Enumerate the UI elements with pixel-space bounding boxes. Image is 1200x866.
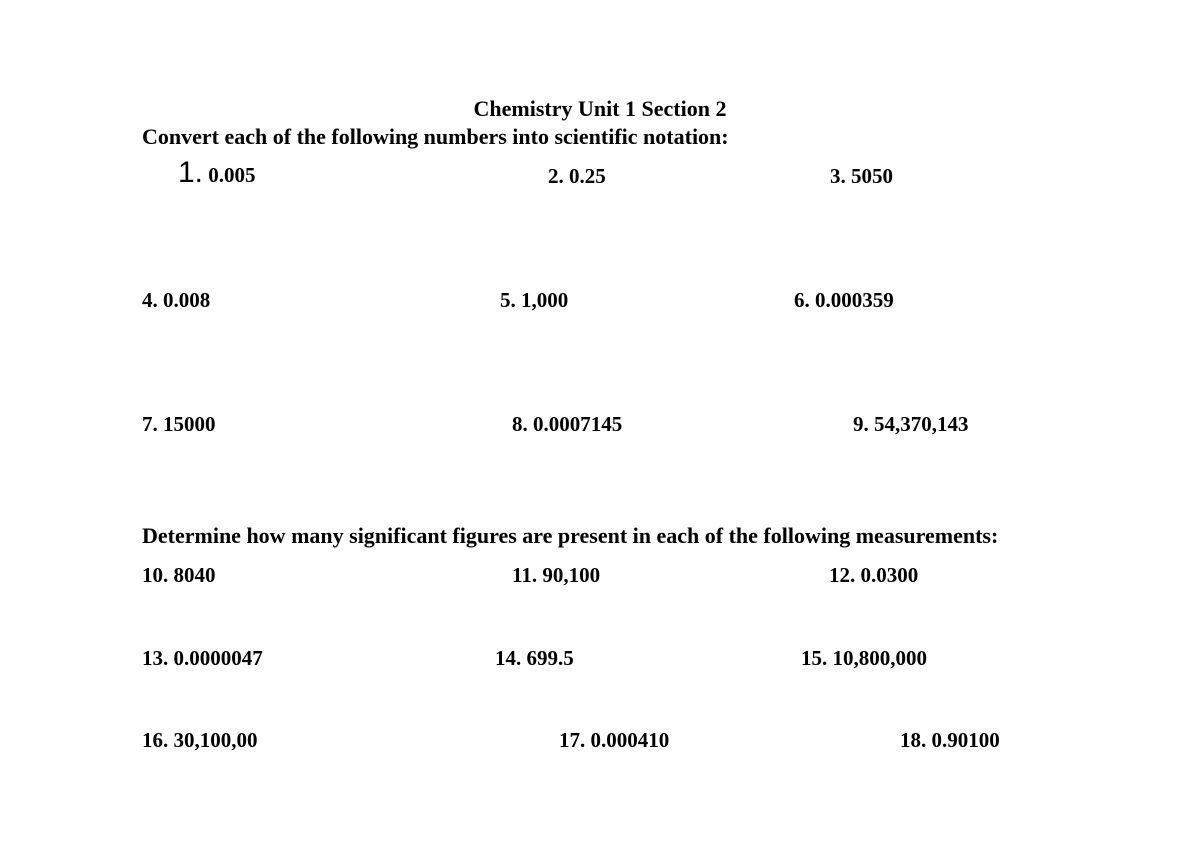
problem-7: [142, 411, 216, 437]
problem-value: 0.25: [569, 164, 606, 188]
problem-18: [900, 727, 1000, 753]
problem-11: [512, 562, 600, 588]
problem-value: 0.90100: [931, 728, 1000, 752]
problem-16: [142, 727, 258, 753]
problem-number: 4.: [142, 288, 158, 312]
section1-instruction: Convert each of the following numbers into scientific notation:: [142, 124, 729, 149]
problem-value: 0.0000047: [173, 646, 263, 670]
problem-value: 699.5: [526, 646, 574, 670]
problem-12: [829, 562, 918, 588]
problem-value: 0.000359: [815, 288, 894, 312]
problem-number: 10.: [142, 563, 169, 587]
problem-value: 0.005: [208, 163, 256, 187]
problem-number: 8.: [512, 412, 528, 436]
problem-number: 18.: [900, 728, 927, 752]
problem-number: 2.: [548, 164, 564, 188]
problem-number: 6.: [794, 288, 810, 312]
problem-number: 7.: [142, 412, 158, 436]
problem-value: 5050: [851, 164, 893, 188]
problem-value: 8040: [173, 563, 216, 587]
problem-number: 17.: [559, 728, 586, 752]
problem-3: [830, 163, 893, 189]
problem-10: [142, 562, 216, 588]
problem-value: 10,800,000: [832, 646, 927, 670]
problem-number: 15.: [801, 646, 828, 670]
problem-number: 16.: [142, 728, 169, 752]
problem-value: 0.008: [163, 288, 211, 312]
problem-value: 0.000410: [590, 728, 670, 752]
problem-number: 11.: [512, 563, 538, 587]
problem-number: 3.: [830, 164, 846, 188]
problem-5: [500, 287, 568, 313]
problem-number: 9.: [853, 412, 869, 436]
problem-8: [512, 411, 622, 437]
problem-4: [142, 287, 210, 313]
problem-15: [801, 645, 927, 671]
problem-value: 0.0300: [860, 563, 919, 587]
problem-13: [142, 645, 263, 671]
problem-number: 13.: [142, 646, 169, 670]
problem-number: 12.: [829, 563, 856, 587]
problem-value: 1,000: [521, 288, 569, 312]
problem-value: 90,100: [542, 563, 601, 587]
problem-2: [548, 163, 606, 189]
problem-17: [559, 727, 669, 753]
problem-14: [495, 645, 574, 671]
problem-value: 54,370,143: [874, 412, 969, 436]
problem-value: 30,100,00: [173, 728, 258, 752]
section2-instruction: Determine how many significant figures are present in each of the following measurements:: [142, 523, 999, 548]
problem-6: [794, 287, 894, 313]
problem-number: 1.: [178, 156, 204, 189]
problem-value: 15000: [163, 412, 216, 436]
problem-number: 14.: [495, 646, 522, 670]
problem-value: 0.0007145: [533, 412, 623, 436]
problem-9: [853, 411, 969, 437]
page-title: Chemistry Unit 1 Section 2: [473, 96, 727, 121]
problem-1: [178, 156, 256, 189]
problem-number: 5.: [500, 288, 516, 312]
